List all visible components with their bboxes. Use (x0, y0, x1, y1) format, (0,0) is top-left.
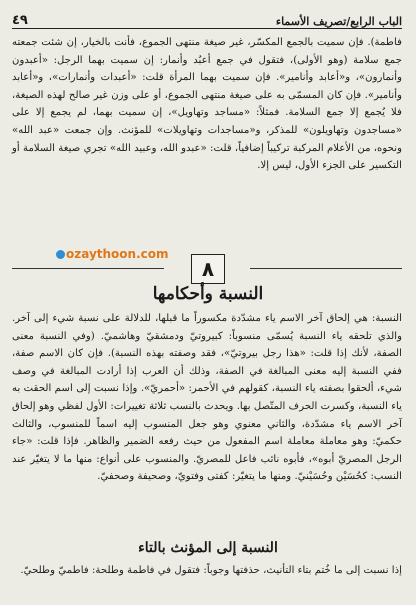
section-title-feminine: النسبة إلى المؤنث بالتاء (138, 540, 278, 556)
page-number: ٤٩ (12, 13, 28, 28)
section-title-nisba: النسبة وأحكامها (152, 284, 264, 304)
chapter-heading: الباب الرابع/تصريف الأسماء (275, 15, 402, 28)
paragraph-nisba-rules: النسبة: هي إلحاق آخر الاسم ياء مشدّدة مكسوراً ما قبلها، للدلالة على نسبة شيء إلى آخر. والذي تلحقه ياء النسبة يُسمّى منسوباً: كبيروتيّ ودمشقيّ وهاشميّ. (وفي النسبة معنى الصفة، لأنك إذا قلت: «هذا رجل بيروتيّ»، فقد وصفته بهذه النسبة). فإن كان الاسم صفة، ففي النسبة إليه معنى المبالغة في الصفة، وذلك أن العرب إذا أرادت المبالغة في وصف شيء، ألحقوا بصفته ياء النسبة، كقولهم في الأحمر: «أحمريّ». وإذا نسبت إلى اسم الحقت به ياء النسبة، وكسرت الحرف المتّصل بها. ويحدث بالنسب ثلاثة تغييرات: الأول لفظي وهو إلحاق آخر الاسم ياء مشدّدة، والثاني معنوي وهو جعل المنسوب إليه اسماً للمنسوب، والثالث حكميّ: وهو معاملة معاملة اسم المفعول من حيث رفعه الضمير والظاهر. فإذا قلت: «جاء الرجل المصريّ أبوه»، فأبوه نائب فاعل للمصريّ. والمنسوب على أنواع: منها ما لا يتغيّر عند النسب: كحُسَيْن وحُسَيْنيّ. ومنها ما يتغيّر: كفتى وفتويّ، وصحيفة وصحفيّ. (12, 313, 402, 483)
paragraph-plural-names: فاطمة). فإن سميت بالجمع المكسّر، غير صيغة منتهى الجموع، فأنت بالخيار، إن شئت جمعته جمع سلامة (وهو الأولى)، فتقول في جمع أعبُد وأنمار: إن سميت بهما الرجل: «أعبدون وأنمارون»، و«أعابد وأنامير». فإن سميت بهما المرأة قلت: «أعبدات وأنمارات»، و«أعابد وأنامير». فإن كان المسمّى به على صيغة منتهى الجموع، أو على وزن غير صالح لهذه الصيغة، فلا يُجمع إلا جمع السلامة. فمثلاً: «مساجد وتهاويل»، إن سميت بهما، لم يجمع إلا على «مساجدون وتهاويلون» للمذكر، و«مساجدات وتهاويلات» للمؤنث. وإن جمعت «عبد الله» ونحوه، من الأعلام المركبة تركيباً إضافياً، قلت: «عبدو الله، وعبيد الله» تجري صيغة السلامة أو التكسير على الجزء الأول، ليس إلا. (12, 37, 402, 172)
divider-right (250, 268, 402, 269)
divider-left (12, 268, 164, 269)
site-watermark-logo (56, 247, 169, 261)
paragraph-feminine-nisba: إذا نسبت إلى ما خُتم بتاء التأنيث، حذفتها وجوباً: فتقول في فاطمة وطلحة: فاطميّ وطلحيّ. (20, 565, 402, 576)
logo-text: ozaythoon (66, 247, 137, 261)
logo-suffix: .com (136, 247, 169, 261)
chapter-number-box: ٨ (191, 254, 225, 284)
logo-dot-icon (56, 250, 65, 259)
page-header (12, 6, 402, 29)
